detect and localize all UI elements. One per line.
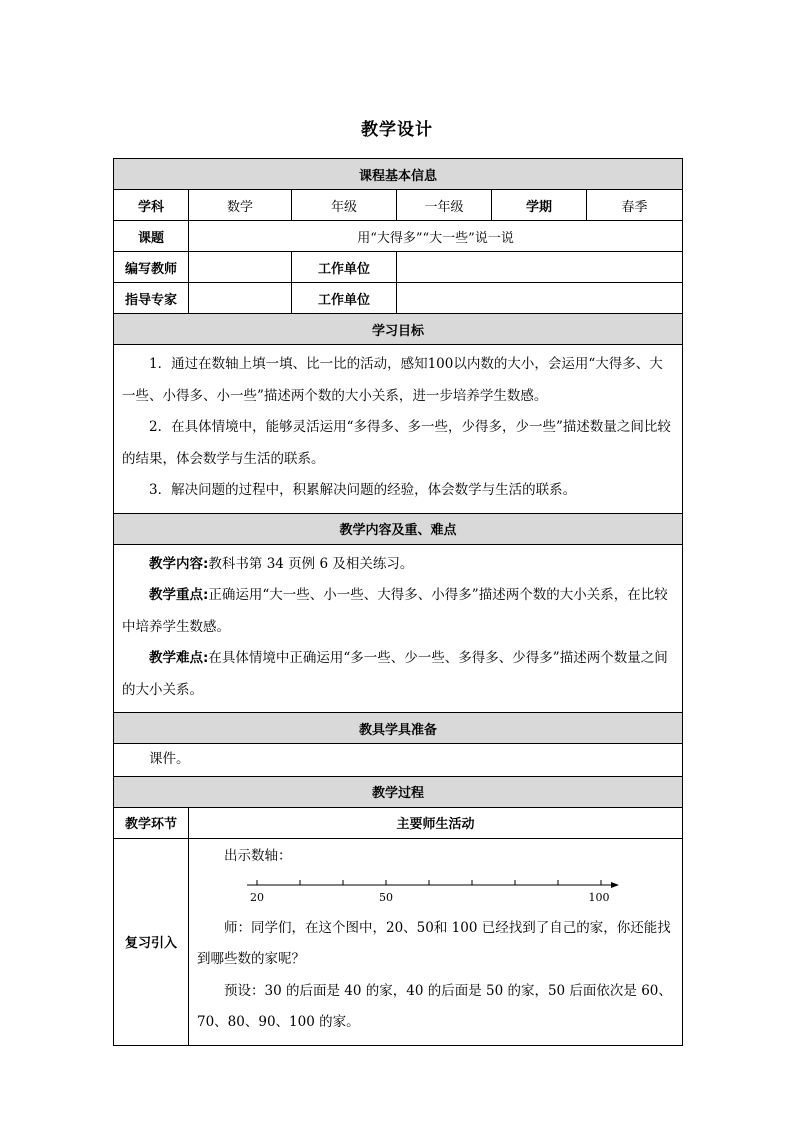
topic-value: 用“大得多”“大一些”说一说 xyxy=(189,221,683,252)
grade-value: 一年级 xyxy=(397,190,492,221)
number-line-label: 50 xyxy=(379,890,393,904)
term-value: 春季 xyxy=(587,190,683,221)
key-point-text: 正确运用“大一些、小一些、大得多、小得多”描述两个数的大小关系，在比较中培养学生数感。 xyxy=(122,587,668,635)
number-line-label: 100 xyxy=(588,890,610,904)
materials-header: 教具学具准备 xyxy=(114,713,683,744)
teacher-value xyxy=(189,252,292,283)
activity-column-header: 主要师生活动 xyxy=(189,807,683,838)
topic-label: 课题 xyxy=(114,221,189,252)
intro-text: 出示数轴： xyxy=(224,847,292,864)
page-title: 教学设计 xyxy=(361,120,433,140)
teacher-label: 编写教师 xyxy=(114,252,189,283)
stage-column-header: 教学环节 xyxy=(114,807,189,838)
preset-answer: 预设：30 的后面是 40 的家，40 的后面是 50 的家，50 后面依次是 60、70、80、90、100 的家。 xyxy=(197,982,672,1030)
content-label: 教学内容: xyxy=(149,555,209,572)
difficult-point-label: 教学难点: xyxy=(149,650,209,666)
expert-label: 指导专家 xyxy=(114,283,189,314)
teacher-unit-label: 工作单位 xyxy=(292,252,397,283)
grade-label: 年级 xyxy=(292,190,397,221)
basic-info-header: 课程基本信息 xyxy=(114,159,683,190)
teacher-question: 师：同学们，在这个图中，20、50和 100 已经找到了自己的家，你还能找到哪些数的家呢？ xyxy=(197,919,671,967)
lesson-plan-table xyxy=(113,158,683,1046)
expert-unit-value xyxy=(397,283,683,314)
materials-body xyxy=(114,744,683,777)
number-line xyxy=(197,875,627,909)
goal-item: 2．在具体情境中，能够灵活运用“多得多、多一些，少得多，少一些”描述数量之间比较的结果，体会数学与生活的联系。 xyxy=(122,419,671,467)
content-header: 教学内容及重、难点 xyxy=(114,513,683,544)
goals-body xyxy=(114,345,683,514)
stage-review-intro: 复习引入 xyxy=(114,838,189,1045)
expert-value xyxy=(189,283,292,314)
key-point-label: 教学重点: xyxy=(149,587,209,603)
activity-body xyxy=(189,838,683,1045)
content-text: 教科书第 34 页例 6 及相关练习。 xyxy=(208,555,414,572)
process-header: 教学过程 xyxy=(114,776,683,807)
subject-label: 学科 xyxy=(114,190,189,221)
difficult-point-text: 在具体情境中正确运用“多一些、少一些、多得多、少得多”描述两个数量之间的大小关系。 xyxy=(122,650,668,698)
goal-item: 1．通过在数轴上填一填、比一比的活动，感知100以内数的大小，会运用“大得多、大一些、小得多、小一些”描述两个数的大小关系，进一步培养学生数感。 xyxy=(122,356,663,404)
content-body xyxy=(114,544,683,713)
materials-text: 课件。 xyxy=(149,751,190,767)
subject-value: 数学 xyxy=(189,190,292,221)
expert-unit-label: 工作单位 xyxy=(292,283,397,314)
goals-header: 学习目标 xyxy=(114,314,683,345)
goal-item: 3．解决问题的过程中，积累解决问题的经验，体会数学与生活的联系。 xyxy=(149,482,577,498)
number-line-label: 20 xyxy=(250,890,264,904)
term-label: 学期 xyxy=(492,190,587,221)
number-line-arrow xyxy=(611,882,619,888)
teacher-unit-value xyxy=(397,252,683,283)
